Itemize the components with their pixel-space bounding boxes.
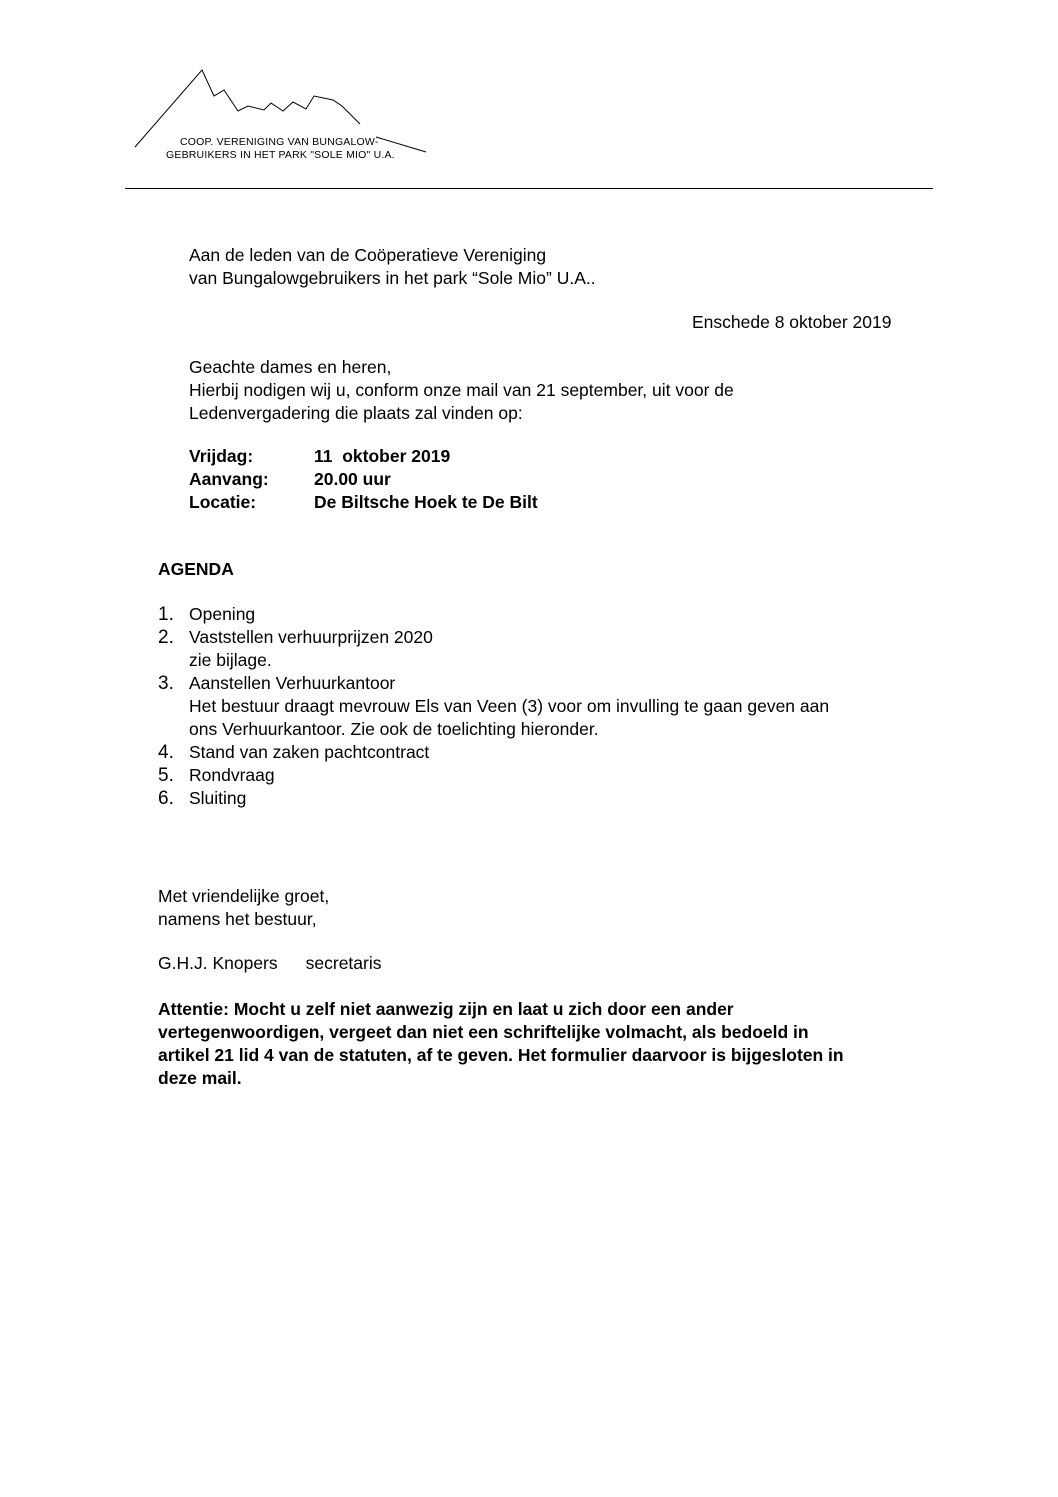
invitation-line-2: Ledenvergadering die plaats zal vinden op: bbox=[189, 403, 523, 423]
meeting-start-label: Aanvang: bbox=[189, 469, 269, 489]
agenda-item bbox=[158, 764, 829, 787]
agenda-item-number: 5. bbox=[158, 765, 174, 786]
agenda-item-number: 6. bbox=[158, 788, 174, 809]
letterhead-line-1: COOP. VERENIGING VAN BUNGALOW- bbox=[180, 136, 379, 148]
closing-line-1: Met vriendelijke groet, bbox=[158, 886, 330, 906]
agenda-item bbox=[158, 626, 829, 672]
agenda-item-text: Het bestuur draagt mevrouw Els van Veen (3) voor om invulling te gaan geven aan bbox=[189, 696, 830, 716]
letterhead-line-2: GEBRUIKERS IN HET PARK "SOLE MIO" U.A. bbox=[166, 149, 395, 161]
meeting-location-value: De Biltsche Hoek te De Bilt bbox=[314, 492, 538, 512]
header-divider bbox=[125, 188, 933, 189]
agenda-item bbox=[158, 603, 829, 626]
meeting-day-row bbox=[189, 445, 538, 468]
agenda-item-text: ons Verhuurkantoor. Zie ook de toelichting hieronder. bbox=[189, 719, 599, 739]
signature-block bbox=[158, 952, 382, 975]
agenda-item-text: zie bijlage. bbox=[189, 650, 272, 670]
attention-line-1: Attentie: Mocht u zelf niet aanwezig zijn en laat u zich door een ander bbox=[158, 999, 734, 1019]
agenda-item-number: 4. bbox=[158, 742, 174, 763]
signer-role: secretaris bbox=[305, 953, 382, 973]
invitation bbox=[189, 379, 734, 425]
addressee-line-1: Aan de leden van de Coöperatieve Vereniging bbox=[189, 245, 547, 265]
meeting-day-label: Vrijdag: bbox=[189, 446, 254, 466]
addressee bbox=[189, 244, 596, 290]
invitation-line-1: Hierbij nodigen wij u, conform onze mail van 21 september, uit voor de bbox=[189, 380, 734, 400]
agenda-item-text: Vaststellen verhuurprijzen 2020 bbox=[189, 627, 433, 647]
attention-line-3: artikel 21 lid 4 van de statuten, af te geven. Het formulier daarvoor is bijgesloten in bbox=[158, 1045, 844, 1065]
addressee-line-2: van Bungalowgebruikers in het park “Sole Mio” U.A.. bbox=[189, 268, 596, 288]
closing bbox=[158, 885, 329, 931]
agenda-item-text: Sluiting bbox=[189, 788, 247, 808]
agenda-list bbox=[158, 603, 829, 810]
agenda-item-number: 1. bbox=[158, 604, 174, 625]
attention-line-2: vertegenwoordigen, vergeet dan niet een schriftelijke volmacht, als bedoeld in bbox=[158, 1022, 809, 1042]
salutation: Geachte dames en heren, bbox=[189, 357, 392, 377]
agenda-item-text: Opening bbox=[189, 604, 256, 624]
agenda-item-number: 3. bbox=[158, 673, 174, 694]
agenda-item-text: Rondvraag bbox=[189, 765, 275, 785]
agenda-title: AGENDA bbox=[158, 559, 234, 579]
attention-notice bbox=[158, 998, 844, 1090]
meeting-details bbox=[189, 445, 538, 514]
closing-line-2: namens het bestuur, bbox=[158, 909, 317, 929]
meeting-start-row bbox=[189, 468, 538, 491]
agenda-item bbox=[158, 787, 829, 810]
agenda-item-text: Stand van zaken pachtcontract bbox=[189, 742, 430, 762]
meeting-day-value: 11 oktober 2019 bbox=[314, 446, 451, 466]
meeting-start-value: 20.00 uur bbox=[314, 469, 391, 489]
place-date: Enschede 8 oktober 2019 bbox=[692, 312, 892, 332]
agenda-item bbox=[158, 741, 829, 764]
agenda-item-number: 2. bbox=[158, 627, 174, 648]
signer-name: G.H.J. Knopers bbox=[158, 953, 278, 973]
meeting-location-label: Locatie: bbox=[189, 492, 257, 512]
agenda-item-text: Aanstellen Verhuurkantoor bbox=[189, 673, 396, 693]
letterhead-logo bbox=[130, 62, 430, 172]
agenda-item bbox=[158, 672, 829, 741]
attention-line-4: deze mail. bbox=[158, 1068, 242, 1088]
meeting-location-row bbox=[189, 491, 538, 514]
